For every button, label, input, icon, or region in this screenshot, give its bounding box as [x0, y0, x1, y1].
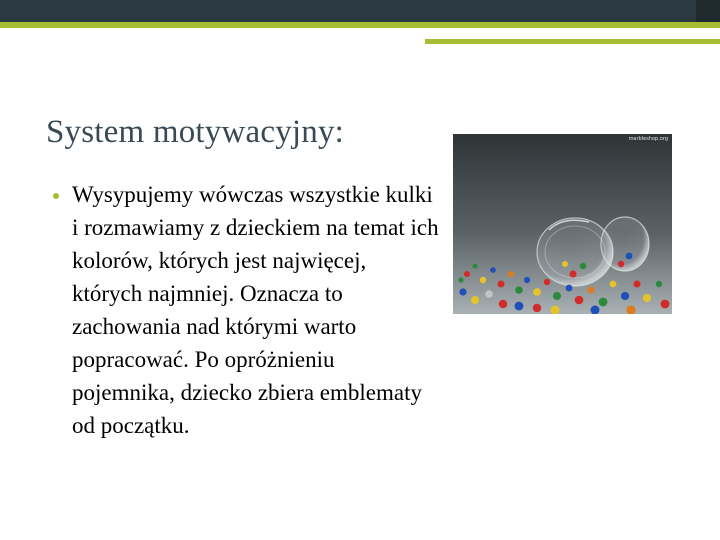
- top-bar-corner: [696, 0, 720, 22]
- top-bar: [0, 0, 720, 22]
- slide-title: System motywacyjny:: [46, 114, 345, 150]
- accent-line: [0, 22, 720, 28]
- accent-line-short: [425, 39, 720, 44]
- bullet-text: Wysypujemy wówczas wszystkie kulki i rozmawiamy z dzieckiem na temat ich kolorów, których jest najwięcej, których najmniej. Oznacza to zachowania nad którymi warto popracować. Po opróżnieniu pojemnika, dziecko zbiera emblematy od początku.: [72, 182, 439, 438]
- marbles-illustration: [453, 134, 672, 314]
- photo-watermark: marbleshop.org: [628, 136, 668, 142]
- bullet-marker-icon: [53, 193, 59, 199]
- marbles-photo: [453, 134, 672, 314]
